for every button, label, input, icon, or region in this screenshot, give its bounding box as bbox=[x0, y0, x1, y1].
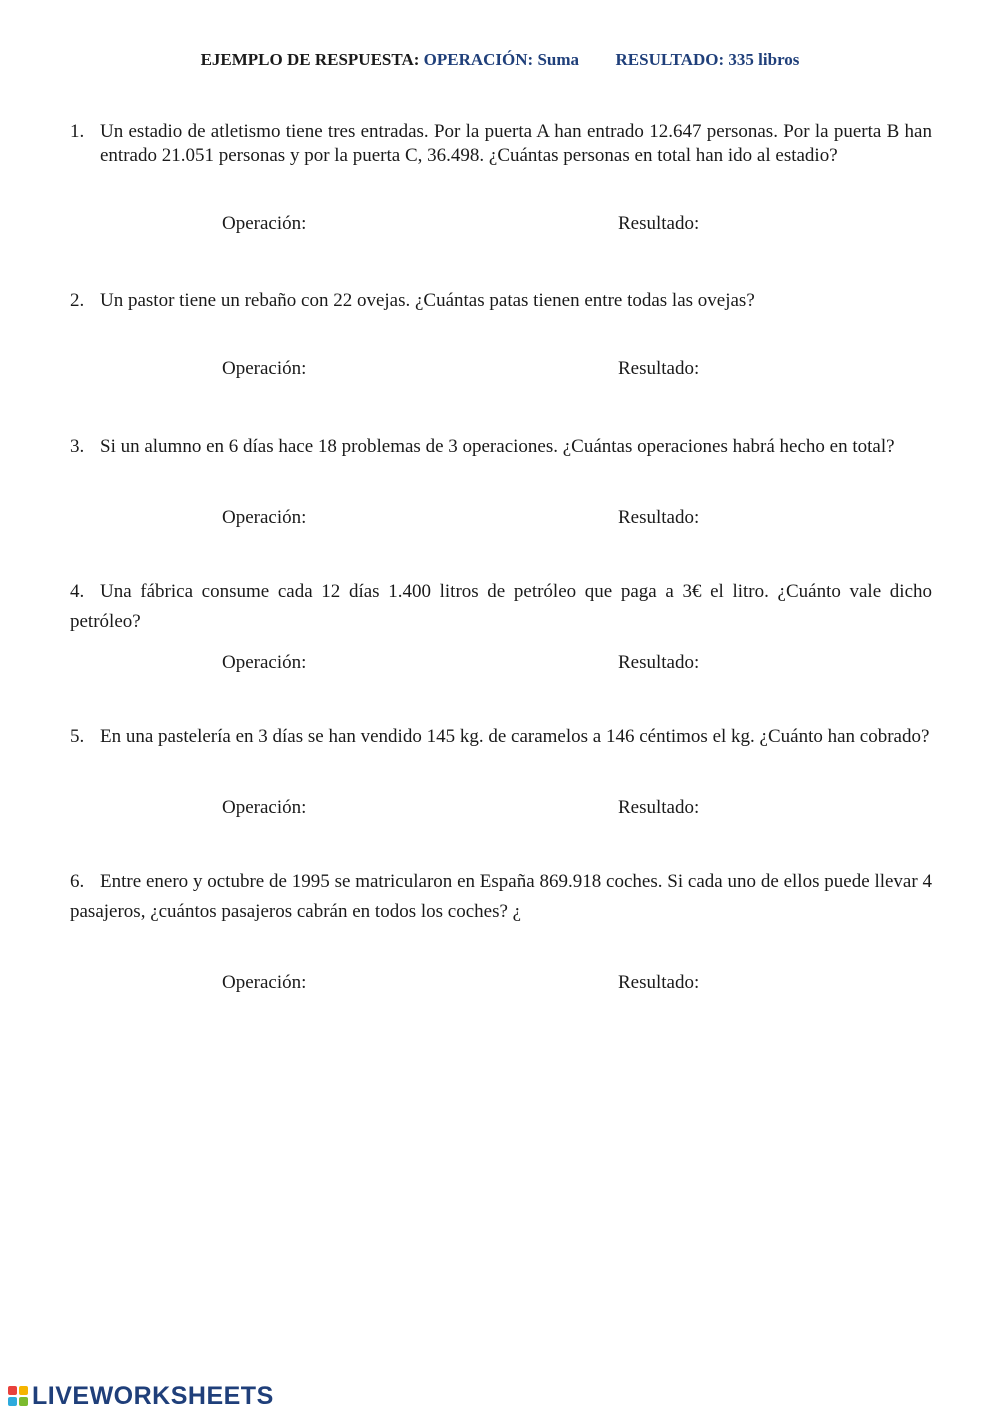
example-answer-header bbox=[0, 50, 1000, 70]
question-2 bbox=[70, 289, 932, 313]
result-label-6: Resultado: bbox=[618, 972, 700, 993]
brand-name: LIVEWORKSHEETS bbox=[32, 1381, 274, 1410]
question-6 bbox=[70, 867, 932, 926]
question-number: 6. bbox=[70, 871, 85, 892]
question-number: 4. bbox=[70, 581, 85, 602]
header-separator: : bbox=[413, 50, 420, 69]
question-text: Si un alumno en 6 días hace 18 problemas de 3 operaciones. ¿Cuántas operaciones habrá hecho en total? bbox=[100, 436, 895, 457]
result-label-3: Resultado: bbox=[618, 507, 700, 528]
question-number: 5. bbox=[70, 726, 85, 747]
question-text: Una fábrica consume cada 12 días 1.400 litros de petróleo que paga a 3€ el litro. ¿Cuánto vale dicho petróleo? bbox=[70, 581, 932, 632]
question-text: En una pastelería en 3 días se han vendido 145 kg. de caramelos a 146 céntimos el kg. ¿Cuánto han cobrado? bbox=[100, 726, 930, 747]
example-result: RESULTADO: 335 libros bbox=[615, 50, 800, 69]
question-number: 2. bbox=[70, 290, 85, 311]
result-label-2: Resultado: bbox=[618, 358, 700, 379]
example-label: EJEMPLO DE RESPUESTA bbox=[200, 50, 414, 69]
question-3 bbox=[70, 432, 932, 462]
logo-grid-icon bbox=[8, 1386, 28, 1406]
result-label-5: Resultado: bbox=[618, 797, 700, 818]
logo-square bbox=[19, 1386, 28, 1395]
logo-square bbox=[8, 1397, 17, 1406]
operation-label-5: Operación: bbox=[222, 797, 307, 818]
operation-label-6: Operación: bbox=[222, 972, 307, 993]
question-number: 1. bbox=[70, 121, 85, 142]
liveworksheets-logo bbox=[8, 1381, 274, 1411]
logo-square bbox=[8, 1386, 17, 1395]
question-number: 3. bbox=[70, 436, 85, 457]
operation-label-2: Operación: bbox=[222, 358, 307, 379]
operation-label-1: Operación: bbox=[222, 213, 307, 234]
question-1 bbox=[70, 120, 932, 167]
question-5 bbox=[70, 722, 932, 752]
example-operation: OPERACIÓN: Suma bbox=[423, 50, 580, 69]
operation-label-4: Operación: bbox=[222, 652, 307, 673]
question-4 bbox=[70, 577, 932, 636]
operation-label-3: Operación: bbox=[222, 507, 307, 528]
question-text: Entre enero y octubre de 1995 se matricularon en España 869.918 coches. Si cada uno de ellos puede llevar 4 pasajeros, ¿cuántos pasajeros cabrán en todos los coches? ¿ bbox=[70, 871, 932, 922]
result-label-1: Resultado: bbox=[618, 213, 700, 234]
question-text: Un estadio de atletismo tiene tres entradas. Por la puerta A han entrado 12.647 personas. Por la puerta B han entrado 21.051 personas y por la puerta C, 36.498. ¿Cuántas personas en total han ido al estadio? bbox=[100, 121, 932, 166]
question-text: Un pastor tiene un rebaño con 22 ovejas. ¿Cuántas patas tienen entre todas las ovejas? bbox=[100, 290, 755, 311]
logo-square bbox=[19, 1397, 28, 1406]
result-label-4: Resultado: bbox=[618, 652, 700, 673]
